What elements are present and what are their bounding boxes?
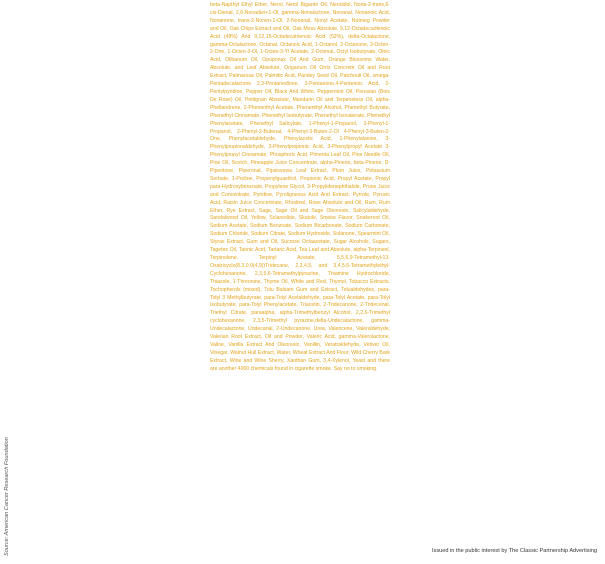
issued-by-credit: Issued in the public interest by The Classic Partnership Advertising — [432, 548, 597, 554]
ingredients-list: beta-Napthyl Ethyl Ether, Nerol, Nerol Bigarde Oil, Nerolidol, Nona-2-trans,6-cis-Dienal, 2,6-Nonadien-1-Ol, gamma-Nonalactone, Nonanal, Nonanoic Acid, Nonanone, trans-2-Nonen-1-Ol, 2-Nonenal, Nonyl Acetate, Nutmeg Powder and Oil, Oak Chips Extract and Oil, Oak Moss Absolute, 9,12-Octadecadienoic Acid (48%) And 9,12,15-Octadecatrienoic Acid (52%), delta-Octalactone, gamma-Octalactone, Octanal, Octanoic Acid, 1-Octanol, 2-Octanone, 3-Octen-2-One, 1-Octen-3-Ol, 1-Octen-3-Yl Acetate, 2-Octenal, Octyl Isobutyrate, Oleic Acid, Olibanum Oil, Opoponax Oil And Gum, Orange Blossoms Water, Absolute, and Leaf Absolute, Origanum Oil Orris Concrete Oil and Root Extract, Palmarosa Oil, Palmitic Acid, Parsley Seed Oil, Patchouli Oil, omega-Pentadecalactone 2,3-Pentanedione, 2-Pentanone,4-Pentenoic Acid, 2-Pentylpyridine, Pepper Oil, Black And White, Peppermint Oil, Peruvian (Bois De Rose) Oil, Petitgrain Absolute, Mandarin Oil and Terpeneless Oil, alpha-Phellandrene, 2-Phenenthyl Acetate, Phenenthyl Alcohol, Phenethyl Butyrate, Phenethyl Cinnamate, Phenethyl Isobutyrate, Phenethyl Isovalerate, Phenethyl Phenylacetate, Phenethyl Salicylate, 1-Phenyl-1-Propanol, 3-Phenyl-1-Propanol, 2-Phenyl-2-Butenal, 4-Phenyl-3-Buten-2-Ol 4-Phenyl-3-Buten-2-One, Phenylacetaldehyde, Phenylacetic Acid, 1-Phenylalanine, 3-Phenylpropionaldehyde, 3-Phenylpropionic Acid, 3-Phenylpropyl Acetate 3-Phenylpropyl Cinnamate, Phosphoric Acid, Pimenta Leaf Oil, Pine Needle Oil, Pine Oil, Scotch, Pineapple Juice Concentrate, alpha-Pinene, beta-Pinene, D-Piperitone, Piperonal, Pipsissewa Leaf Extract, Plum Juice, Potassium Sorbate, 1-Proline, Propenylguaethol, Propionic Acid, Propyl Acetate, Propyl para-Hydroxybenzoate, Propylene Glycol, 3-Propylidenephthalide, Prune Juice and Concentrate, Pyridine, Pyroligneous Acid And Extract, Pyrrole, Pyruvic Acid, Raisin Juice Concentrate, Rhodinol, Rose Absolute and Oil, Rum, Rum Ether, Rye Extract, Sage, Sage Oil and Sage Oleoresin, Salicylaldehyde, Sandalwood Oil, Yellow, Sclareolide, Skatole, Smoke Flavor, Snakeroot Oil, Sodium Acetate, Sodium Benzoate, Sodium Bicarbonate, Sodium Carbonate, Sodium Chloride, Sodium Citrate, Sodium Hydroxide, Solanone, Spearmint Oil, Styrax Extract, Gum and Oil, Sucrose Octaacetate, Sugar Alcohols, Sugars, Tagetes Oil, Tannic Acid, Tartaric Acid, Tea Leaf and Absolute, alpha-Terpineol, Terpinolene, Terpinyl Acetate, 5,5,6,9-Tetramethyl-13-Oxatricyclo(8.3.0.0(4,9))Tridecane, 2,3,4,5, and 3,4,5,6-Tetramethylethyl-Cyclohexanone, 2,3,5,6-Tetramethylpyrazine, Thiamine Hydrochloride, Thiazole, 1-Threonine, Thyme Oil, White and Red, Thymol, Tobacco Extracts, Tochopherols (mixed), Tolu Balsam Gum and Extract, Tolualdehydes, para-Tolyl 3 Methylbutyrate, para-Tolyl Acetaldehyde, para-Tolyl Acetate, para-Tolyl Isobutyrate, para-Tolyl Phenylacetate, Triacetin, 2-Tridecanone, 2-Tridecenal, Triethyl Citrate, paraalpha, alpha-Trimethylbenzyl Alcohol, 2,2,6-Trimethyl cyclohexanone, 2,3,5-Trimethyl pyrazine,delta-Undecalactone, gamma-Undecalactone, Undecanal, 2-Undecanone, Urea, Valencene, Valeraldehyde, Valerian Root Extract, Oil and Powder, Valeric Acid, gamma-Valerolactone, Valine, Vanilla Extract And Oleoresin, Vanillin, Veratraldehyde, Vetiver Oil, Vinegar, Walnut Hull Extract, Water, Wheat Extract And Flour, Wild Cherry Bark Extract, Wine and Wine Sherry, Xanthan Gum, 3,4-Xylenol, Yeast and there are another 4000 chemicals found in cigarette smoke. Say no to smoking. — [210, 2, 390, 372]
source-credit: Source: American Cancer Research Foundation — [4, 437, 10, 556]
